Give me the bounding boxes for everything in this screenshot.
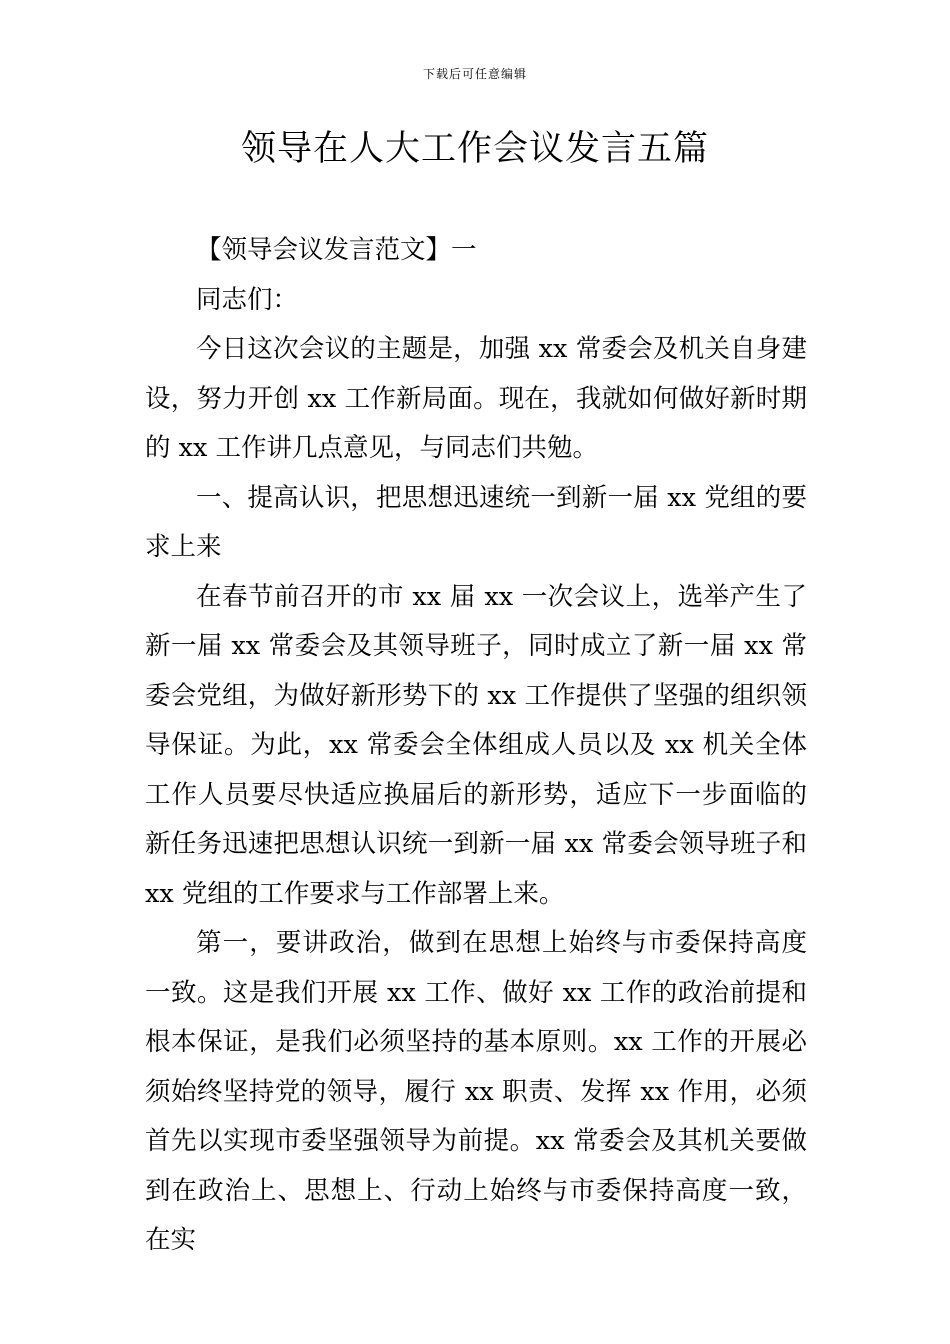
body-paragraph: 在春节前召开的市 xx 届 xx 一次会议上，选举产生了新一届 xx 常委会及其领导班子，同时成立了新一届 xx 常委会党组，为做好新形势下的 xx 工作提供了坚强的组织领导保证。为此，xx 常委会全体组成人员以及 xx 机关全体工作人员要尽快适应换届后的新形势，适应下一步面临的新任务迅速把思想认识统一到新一届 xx 常委会领导班子和 xx 党组的工作要求与工作部署上来。 — [145, 581, 807, 909]
salutation: 同志们： — [196, 284, 299, 315]
document-body — [145, 226, 807, 1266]
body-paragraph: 今日这次会议的主题是，加强 xx 常委会及机关自身建设，努力开创 xx 工作新局面。现在，我就如何做好新时期的 xx 工作讲几点意见，与同志们共勉。 — [145, 334, 807, 463]
document-title: 领导在人大工作会议发言五篇 — [240, 129, 709, 169]
section-heading: 【领导会议发言范文】一 — [196, 235, 477, 265]
body-paragraph: 第一，要讲政治，做到在思想上始终与市委保持高度一致。这是我们开展 xx 工作、做好 xx 工作的政治前提和根本保证，是我们必须坚持的基本原则。xx 工作的开展必须始终坚持党的领导，履行 xx 职责、发挥 xx 作用，必须首先以实现市委坚强领导为前提。xx 常委会及其机关要做到在政治上、思想上、行动上始终与市委保持高度一致，在实 — [145, 928, 807, 1255]
subsection-heading: 一、提高认识，把思想迅速统一到新一届 xx 党组的要求上来 — [145, 482, 807, 562]
header-note: 下载后可任意编辑 — [422, 67, 527, 81]
